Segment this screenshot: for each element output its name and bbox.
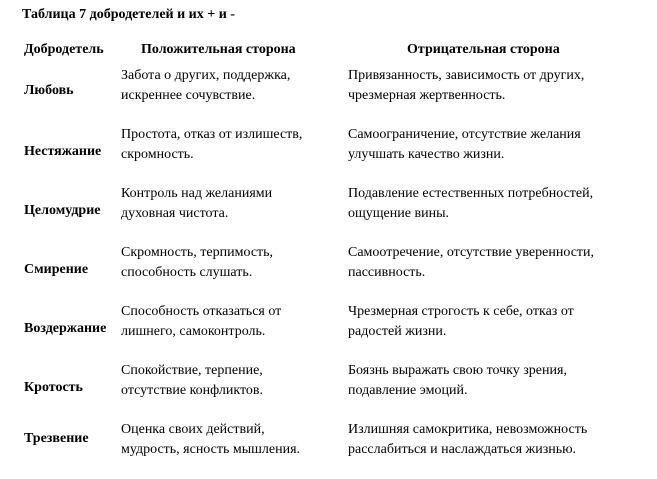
column-header-positive: Положительная сторона xyxy=(141,42,296,57)
text-line: Способность отказаться от xyxy=(121,304,282,319)
negative-side xyxy=(348,361,567,401)
negative-side xyxy=(348,302,574,342)
negative-side xyxy=(348,243,594,283)
text-line: Излишняя самокритика, невозможность xyxy=(348,422,588,437)
text-line: Оценка своих действий, xyxy=(121,422,265,437)
virtue-name: Воздержание xyxy=(24,321,107,336)
table-row xyxy=(0,302,657,361)
text-line: Спокойствие, терпение, xyxy=(121,363,263,378)
text-line: Простота, отказ от излишеств, xyxy=(121,127,303,142)
text-line: подавление эмоций. xyxy=(348,383,468,398)
text-line: расслабиться и наслаждаться жизнью. xyxy=(348,442,577,457)
text-line: Скромность, терпимость, xyxy=(121,245,274,260)
text-line: Подавление естественных потребностей, xyxy=(348,186,594,201)
negative-side xyxy=(348,125,581,165)
positive-side xyxy=(121,420,300,460)
positive-side xyxy=(121,302,281,342)
text-line: Чрезмерная строгость к себе, отказ от xyxy=(348,304,574,319)
positive-side xyxy=(121,361,263,401)
text-line: Самоограничение, отсутствие желания xyxy=(348,127,581,142)
text-line: мудрость, ясность мышления. xyxy=(121,442,301,457)
table-row xyxy=(0,125,657,184)
negative-side xyxy=(348,66,584,106)
text-line: Контроль над желаниями xyxy=(121,186,273,201)
table-row xyxy=(0,66,657,125)
virtue-name: Нестяжание xyxy=(24,144,102,159)
text-line: Забота о других, поддержка, xyxy=(121,68,291,83)
positive-side xyxy=(121,243,273,283)
positive-side xyxy=(121,184,272,224)
text-line: ощущение вины. xyxy=(348,206,449,221)
column-header-virtue: Добродетель xyxy=(24,42,104,57)
text-line: пассивность. xyxy=(348,265,426,280)
virtue-name: Трезвение xyxy=(24,431,89,446)
text-line: Самоотречение, отсутствие уверенности, xyxy=(348,245,595,260)
text-line: лишнего, самоконтроль. xyxy=(121,324,266,339)
text-line: радостей жизни. xyxy=(348,324,447,339)
text-line: духовная чистота. xyxy=(121,206,229,221)
positive-side xyxy=(121,66,290,106)
virtue-name: Кротость xyxy=(24,380,83,395)
text-line: Привязанность, зависимость от других, xyxy=(348,68,585,83)
virtue-name: Смирение xyxy=(24,262,89,277)
virtue-name: Любовь xyxy=(24,83,74,98)
virtue-name: Целомудрие xyxy=(24,203,101,218)
text-line: способность слушать. xyxy=(121,265,253,280)
table-row xyxy=(0,184,657,243)
text-line: Боязнь выражать свою точку зрения, xyxy=(348,363,567,378)
text-line: скромность. xyxy=(121,147,194,162)
text-line: отсутствие конфликтов. xyxy=(121,383,264,398)
text-line: чрезмерная жертвенность. xyxy=(348,88,506,103)
text-line: искреннее сочувствие. xyxy=(121,88,256,103)
column-header-negative: Отрицательная сторона xyxy=(407,42,560,57)
table-row xyxy=(0,420,657,479)
negative-side xyxy=(348,420,587,460)
page-title: Таблица 7 добродетелей и их + и - xyxy=(22,7,235,22)
table-row xyxy=(0,361,657,420)
text-line: улучшать качество жизни. xyxy=(348,147,505,162)
positive-side xyxy=(121,125,302,165)
negative-side xyxy=(348,184,593,224)
table-row xyxy=(0,243,657,302)
